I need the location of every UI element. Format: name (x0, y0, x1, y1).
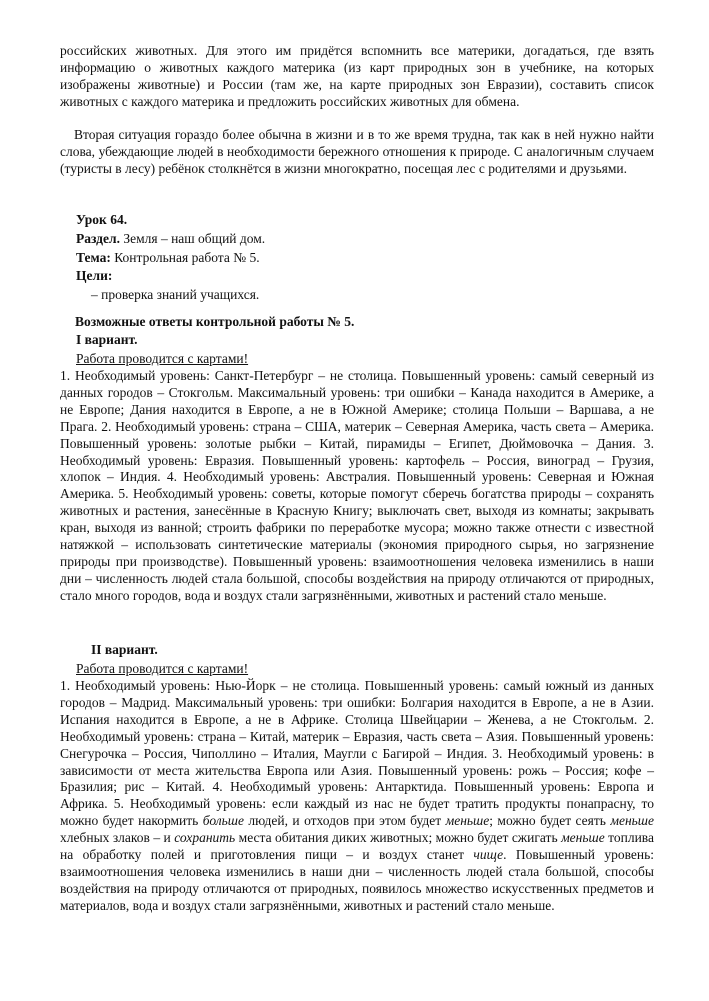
v2-emphasis-menshe-1: меньше (445, 813, 490, 829)
v2-emphasis-menshe-3: меньше (561, 830, 605, 846)
intro-paragraph-2: Вторая ситуация гораздо более обычна в жизни и в то же время трудна, так как в ней нужно найти слова, убеждающие людей в необходимости бережного отношения к природе. С аналогичным случаем (туристы в лесу) ребёнок столкнётся в жизни многократно, посещая лес с родителями и друзьями. (60, 127, 654, 176)
lesson-goals-label: Цели: (76, 268, 113, 283)
lesson-goal-item: – проверка знаний учащихся. (91, 287, 260, 302)
variant-2-text (60, 678, 654, 915)
v2-text-b: людей, и отходов при этом будет (244, 813, 446, 829)
variant-1-text: 1. Необходимый уровень: Санкт-Петербург – не столица. Повышенный уровень: самый северный из данных городов – Стокгольм. Максимальный уровень: три ошибки – Канада находится в Америке, а не Европе; Дания находится в Европе, а не в Южной Америке; столица Польши – Варшава, а не Прага. 2. Необходимый уровень: страна – США, материк – Северная Америка, часть света – Америка. Повышенный уровень: золотые рыбки – Китай, пирамиды – Египет, Дюймовочка – Дания. 3. Необходимый уровень: Евразия. Повышенный уровень: картофель – Россия, виноград – Грузия, хлопок – Индия. 4. Необходимый уровень: Австралия. Повышенный уровень: Северная и Южная Америка. 5. Необходимый уровень: советы, которые помогут сберечь богатства природы – сохранять животных и растения, занесённые в Красную Книгу; выключать свет, выходя из комнаты; закрывать кран, выходя из ванной; строить фабрики по переработке мусора; можно также отнести с известной натяжкой – использовать синтетические материалы (экономия природного сырья, но загрязнение природы при производстве). Повышенный уровень: взаимоотношения человека изменились в наши дни – численность людей стала большой, способы воздействия на природу отличаются от природных, стало много городов, вода и воздух стали загрязнёнными, животных и растений стало меньше. (60, 368, 654, 603)
variant-1-title: I вариант. (76, 332, 138, 347)
topic-value: Контрольная работа № 5. (110, 250, 260, 265)
lesson-topic (76, 250, 260, 267)
intro-paragraph-1: российских животных. Для этого им придётся вспомнить все материки, догадаться, где взять информацию о животных каждого материка (из карт природных зон в учебнике, на которых изображены животные) и России (там же, на карте природных зон Евразии), составить список животных с каждого материка и предложить российских животных для обмена. (60, 43, 654, 109)
topic-label: Тема: (76, 250, 111, 265)
section-value: Земля – наш общий дом. (119, 231, 266, 246)
v2-text-g: . Повышенный уровень: взаимоотношения человека изменились в наши дни – численность людей стала большой, способы воздействия на природу отличаются от природных, появилось множество искусственных предметов и материалов, вода и воздух стали загрязнёнными, животных и растений стало меньше. (60, 847, 654, 913)
variant-2-title: II вариант. (91, 642, 158, 657)
v2-text-e: места обитания диких животных; можно будет сжигать (235, 830, 562, 846)
v2-text-c: ; можно будет сеять (489, 813, 611, 829)
v2-emphasis-chishche: чище (473, 847, 504, 863)
variant-2-note: Работа проводится с картами! (76, 661, 249, 676)
v2-text-a: 1. Необходимый уровень: Нью-Йорк – не столица. Повышенный уровень: самый южный из данных городов – Мадрид. Максимальный уровень: три ошибки: Болгария находится в Европе, а не в Азии. Испания находится в Европе, а не в Африке. Столица Швейцарии – Женева, а не Стокгольм. 2. Необходимый уровень: страна – Китай, материк – Евразия, часть света – Азия. Повышенный уровень: Снегурочка – Россия, Чиполлино – Италия, Маугли с Багирой – Индия. 3. Необходимый уровень: в зависимости от места жительства Европа или Азия. Повышенный уровень: рожь – Россия; кофе – Бразилия; рис – Китай. 4. Необходимый уровень: Антарктида. Повышенный уровень: Европа и Африка. 5. Необходимый уровень: если каждый из нас не будет тратить продукты понапрасну, то можно будет накормить (60, 678, 654, 829)
v2-text-d: хлебных злаков – и (60, 830, 175, 846)
lesson-title: Урок 64. (76, 212, 128, 227)
section-label: Раздел. (76, 231, 120, 246)
variant-1-note: Работа проводится с картами! (76, 351, 249, 366)
v2-text-f: топлива на обработку полей и приготовления пищи – и воздух станет (60, 830, 654, 863)
v2-emphasis-sokhranit: сохранить (174, 830, 236, 846)
v2-emphasis-bolshe: больше (202, 813, 244, 829)
v2-emphasis-menshe-2: меньше (610, 813, 654, 829)
lesson-section (76, 231, 265, 248)
answers-heading: Возможные ответы контрольной работы № 5. (75, 314, 355, 329)
